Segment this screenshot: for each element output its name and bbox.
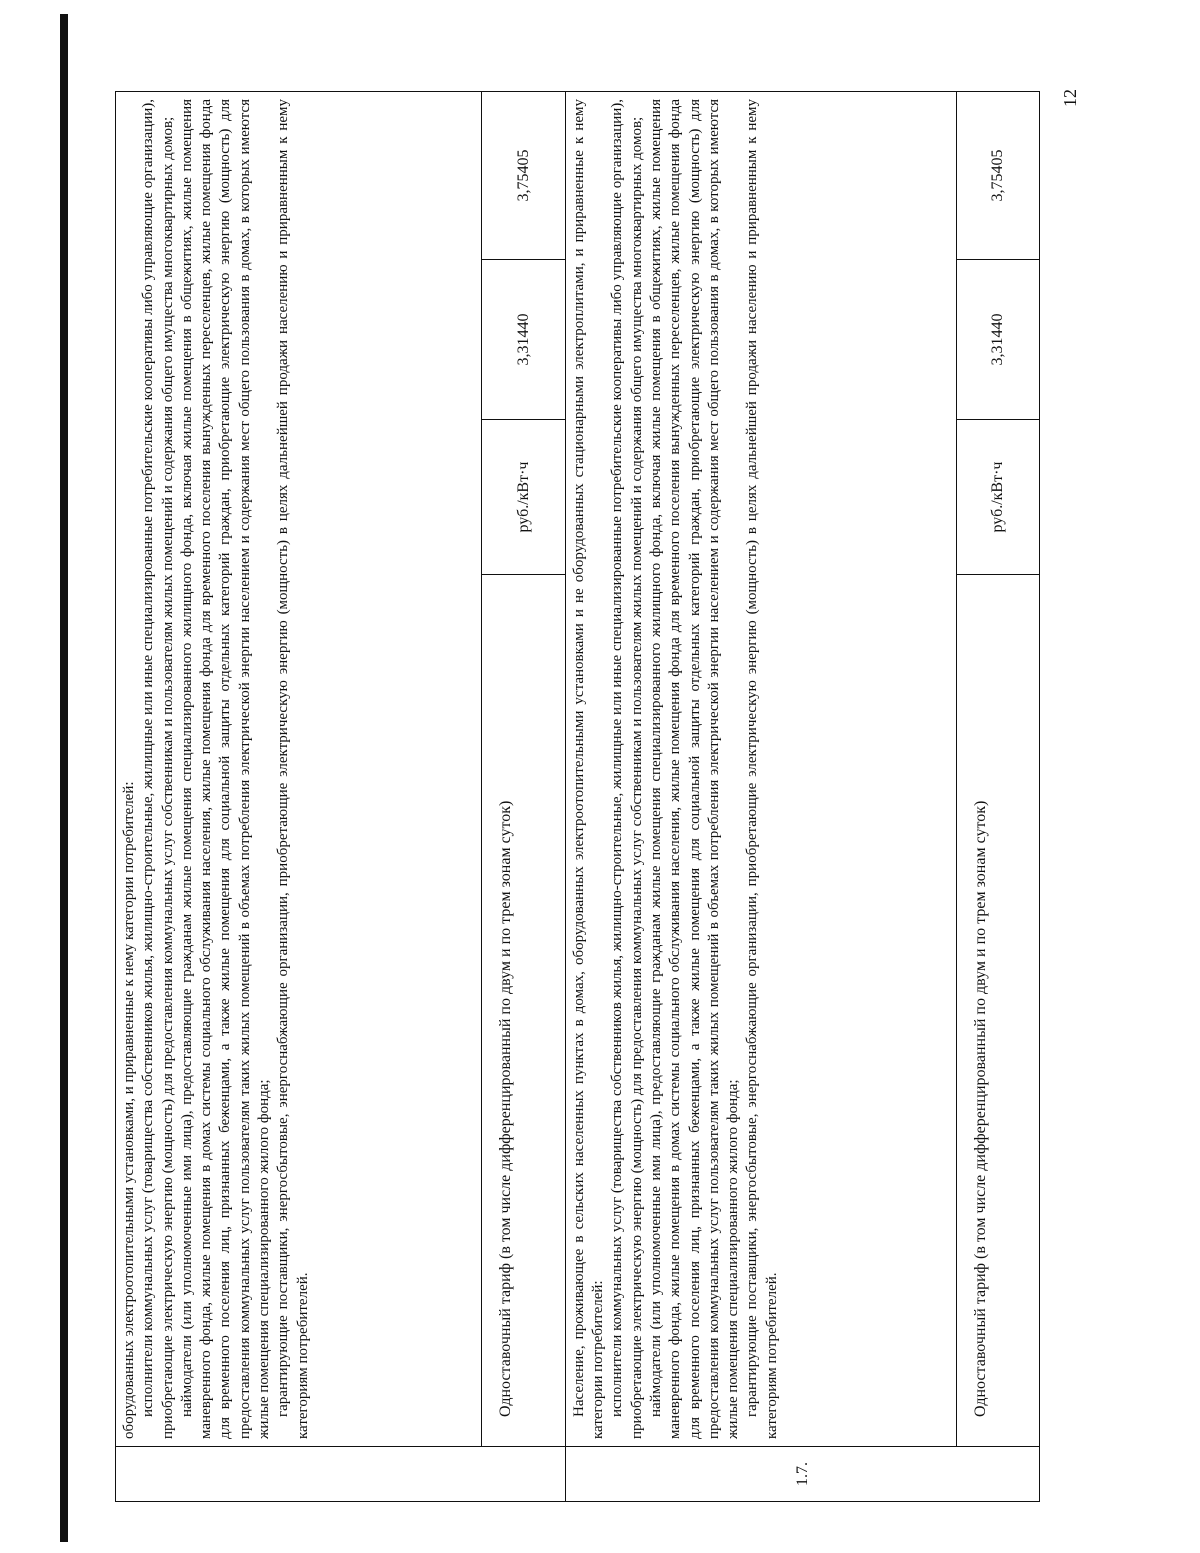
- rate-label-cell: [956, 575, 1039, 1447]
- paragraph: наймодатели (или уполномоченные ими лица), предоставляющие гражданам жилые помещения специализированного жилищного фонда, включая жилые помещения в общежитиях, жилые помещения маневренного фонда, жилые помещения в домах системы социального обслуживания населения, жилые помещения фонда для временного поселения вынужденных переселенцев, жилые помещения фонда для временного поселения лиц, признанных беженцами, а также жилые помещения для социальной защиты отдельных категорий граждан, приобретающие электрическую энергию (мощность) для предоставления коммунальных услуг пользователям таких жилых помещений в объемах потребления электрической энергии населением и содержания мест общего пользования в домах, в которых имеются жилые помещения специализированного жилого фонда;: [647, 98, 742, 1439]
- paragraph: гарантирующие поставщики, энергосбытовые, энергоснабжающие организации, приобретающие электрическую энергию (мощность) в целях дальнейшей продажи населению и приравненным к нему категориям потребителей.: [275, 98, 311, 1439]
- category-description-cell: [116, 91, 482, 1446]
- table-row: [116, 91, 482, 1501]
- unit-cell: руб./кВт·ч: [482, 420, 565, 575]
- tariff-value-cell: 3,31440: [956, 260, 1039, 420]
- paragraph: исполнители коммунальных услуг (товарищества собственников жилья, жилищно-строительные, жилищные или иные специализированные потребительские кооперативы либо управляющие организации), приобретающие электрическую энергию (мощность) для предоставления коммунальных услуг собственникам и пользователям жилых помещений и содержания общего имущества многоквартирных домов;: [140, 98, 176, 1439]
- tariff-table: [115, 91, 1040, 1502]
- row-number-cell: 1.7.: [565, 1447, 1039, 1502]
- page-number: 12: [1060, 89, 1080, 107]
- table-row: [956, 91, 1039, 1501]
- scan-edge-bar: [60, 14, 68, 1542]
- paragraph: оборудованных электроотопительными установками, и приравненные к нему категории потребителей:: [121, 781, 137, 1439]
- paragraph: гарантирующие поставщики, энергосбытовые, энергоснабжающие организации, приобретающие электрическую энергию (мощность) в целях дальнейшей продажи населению и приравненным к нему категориям потребителей.: [744, 98, 780, 1439]
- paragraph: Население, проживающее в сельских населенных пунктах в домах, оборудованных электроотопительными установками и не оборудованных стационарными электроплитами, и приравненные к нему категории потребителей:: [570, 98, 607, 1439]
- rate-label-cell: [482, 575, 565, 1447]
- tariff-value-cell: 3,75405: [956, 91, 1039, 259]
- row-number-cell: [116, 1447, 566, 1502]
- unit-cell: руб./кВт·ч: [956, 420, 1039, 575]
- tariff-table-frame: [115, 92, 1040, 1502]
- rate-label: Одноставочный тариф (в том числе дифференцированный по двум и по трем зонам суток): [971, 800, 989, 1417]
- tariff-value-cell: 3,31440: [482, 260, 565, 420]
- category-description-cell: [565, 91, 956, 1446]
- tariff-value-cell: 3,75405: [482, 91, 565, 259]
- table-row: [482, 91, 565, 1501]
- table-row: [565, 91, 956, 1501]
- paragraph: наймодатели (или уполномоченные ими лица), предоставляющие гражданам жилые помещения специализированного жилищного фонда, включая жилые помещения в общежитиях, жилые помещения маневренного фонда, жилые помещения в домах системы социального обслуживания населения, жилые помещения фонда для временного поселения вынужденных переселенцев, жилые помещения фонда для временного поселения лиц, признанных беженцами, а также жилые помещения для социальной защиты отдельных категорий граждан, приобретающие электрическую энергию (мощность) для предоставления коммунальных услуг пользователям таких жилых помещений в объемах потребления электрической энергии населением и содержания мест общего пользования в домах, в которых имеются жилые помещения специализированного жилого фонда;: [178, 98, 273, 1439]
- rate-label: Одноставочный тариф (в том числе дифференцированный по двум и по трем зонам суток): [497, 800, 515, 1417]
- paragraph: исполнители коммунальных услуг (товарищества собственников жилья, жилищно-строительные, жилищные или иные специализированные потребительские кооперативы либо управляющие организации), приобретающие электрическую энергию (мощность) для предоставления коммунальных услуг собственникам и пользователям жилых помещений и содержания общего имущества многоквартирных домов;: [609, 98, 645, 1439]
